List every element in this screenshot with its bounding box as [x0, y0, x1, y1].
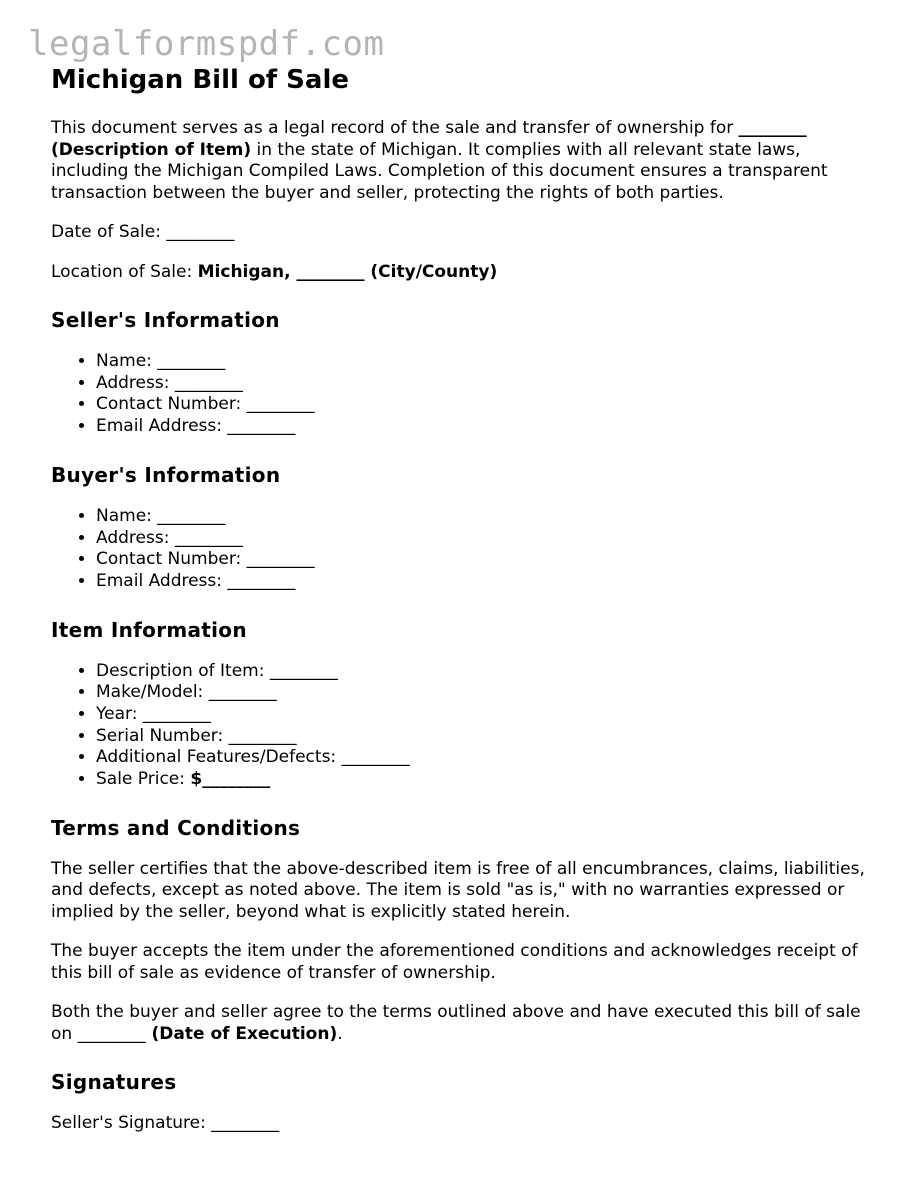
location-of-sale-value: Michigan, ________ (City/County) [197, 261, 498, 282]
location-of-sale-label: Location of Sale: [51, 261, 198, 282]
field-label: Email Address: [96, 416, 228, 437]
field-value: ________ [227, 570, 296, 591]
seller-name [96, 351, 881, 373]
field-value: ________ [208, 682, 277, 703]
field-label: Email Address: [96, 570, 228, 591]
field-value: ________ [157, 505, 226, 526]
seller-contact-number [96, 394, 881, 416]
page-title: Michigan Bill of Sale [51, 65, 349, 95]
item-additional-features [96, 747, 881, 769]
field-label: Contact Number: [96, 549, 247, 570]
terms-paragraph-2: The buyer accepts the item under the aforementioned conditions and acknowledges receipt of this bill of sale as evidence of transfer of ownership. [51, 941, 858, 983]
item-year [96, 704, 881, 726]
field-value: ________ [269, 660, 338, 681]
buyer-email-address [96, 571, 881, 593]
item-heading: Item Information [51, 617, 247, 642]
field-label: Serial Number: [96, 725, 229, 746]
item-fields [51, 661, 881, 791]
terms-p3-before: Both the buyer and seller agree to the terms outlined above and have executed this bill of sale on [51, 1002, 861, 1044]
execution-date-blank: ________ [77, 1023, 146, 1044]
field-label: Description of Item: [96, 660, 270, 681]
field-label: Year: [96, 704, 143, 725]
field-value: ________ [142, 704, 211, 725]
intro-item-blank: ________ [738, 118, 807, 138]
seller-signature-label: Seller's Signature: [51, 1113, 212, 1134]
seller-address [96, 373, 881, 395]
seller-email-address [96, 416, 881, 438]
item-description [96, 661, 881, 683]
buyer-name [96, 506, 881, 528]
field-value: ________ [246, 394, 315, 415]
buyer-fields [51, 506, 881, 593]
intro-item-description: (Description of Item) [51, 139, 252, 160]
seller-signature [51, 1113, 881, 1135]
date-of-sale [51, 222, 881, 244]
field-value: ________ [157, 351, 226, 371]
seller-signature-value: ________ [211, 1113, 280, 1134]
buyer-heading: Buyer's Information [51, 462, 281, 487]
terms-heading: Terms and Conditions [51, 815, 301, 840]
date-of-sale-label: Date of Sale: [51, 222, 167, 242]
field-label: Name: [96, 505, 158, 526]
terms-paragraph-1: The seller certifies that the above-described item is free of all encumbrances, claims, liabilities, and defects, except as noted above. The item is sold "as is," with no warranties expressed or implied by the seller, beyond what is explicitly stated herein. [51, 858, 865, 922]
terms-p3-after: . [337, 1023, 343, 1044]
field-label: Name: [96, 351, 158, 371]
buyer-address [96, 528, 881, 550]
field-label: Make/Model: [96, 682, 209, 703]
intro-paragraph [51, 118, 881, 204]
item-make-model [96, 682, 881, 704]
field-label: Sale Price: [96, 769, 191, 790]
intro-text-before: This document serves as a legal record of the sale and transfer of ownership for [51, 118, 739, 138]
field-value: $________ [190, 769, 271, 790]
signatures-heading: Signatures [51, 1070, 177, 1095]
field-value: ________ [228, 725, 297, 746]
buyer-contact-number [96, 549, 881, 571]
field-value: ________ [341, 747, 410, 768]
field-value: ________ [174, 527, 243, 548]
seller-fields [51, 351, 881, 438]
watermark: legalformspdf.com [28, 24, 385, 64]
field-value: ________ [174, 372, 243, 393]
date-of-sale-value: ________ [166, 222, 235, 242]
document-page [51, 64, 881, 1153]
seller-heading: Seller's Information [51, 308, 280, 332]
location-of-sale [51, 262, 881, 284]
item-serial-number [96, 726, 881, 748]
field-label: Address: [96, 372, 175, 393]
field-value: ________ [227, 416, 296, 437]
field-label: Additional Features/Defects: [96, 747, 342, 768]
intro-text-after: in the state of Michigan. It complies with all relevant state laws, including the Michigan Compiled Laws. Completion of this document ensures a transparent transaction between the buyer and seller, protecting the rights of both parties. [51, 139, 828, 203]
field-label: Contact Number: [96, 394, 247, 415]
item-sale-price [96, 769, 881, 791]
terms-paragraph-3 [51, 1002, 881, 1045]
field-value: ________ [246, 549, 315, 570]
field-label: Address: [96, 527, 175, 548]
execution-date-label: (Date of Execution) [145, 1023, 338, 1044]
